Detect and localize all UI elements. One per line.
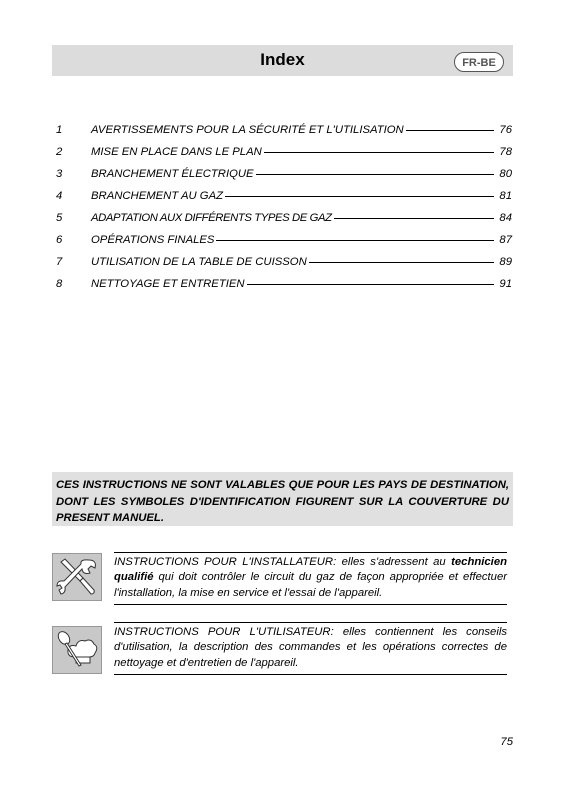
toc-number: 8 [56, 278, 63, 290]
toc-leader [216, 240, 494, 241]
user-text: INSTRUCTIONS POUR L'UTILISATEUR: elles contiennent les conseils d'utilisation, la description des commandes et les opérations correctes de nettoyage et d'entretien de l'appareil. [114, 622, 507, 675]
toc-leader [309, 262, 494, 263]
toc-title: NETTOYAGE ET ENTRETIEN [91, 278, 245, 290]
toc-leader [247, 284, 494, 285]
installer-text [114, 552, 507, 605]
installer-text-end: qui doit contrôler le circuit du gaz de façon appropriée et effectuer l'installation, la mise en service et l'essai de l'appareil. [114, 571, 507, 599]
toc-row [56, 234, 512, 256]
page-title: Index [260, 50, 305, 69]
toc-row [56, 278, 512, 300]
toc-leader [406, 130, 494, 131]
toc-leader [256, 174, 494, 175]
toc-title: MISE EN PLACE DANS LE PLAN [91, 146, 262, 158]
toc-number: 7 [56, 256, 63, 268]
toc-page: 91 [499, 278, 512, 290]
table-of-contents [56, 124, 512, 300]
validity-notice: CES INSTRUCTIONS NE SONT VALABLES QUE POUR LES PAYS DE DESTINATION, DONT LES SYMBOLES D'IDENTIFICATION FIGURENT SUR LA COUVERTURE DU PRESENT MANUEL. [52, 472, 513, 526]
qualified-technician: technicien qualifié [114, 556, 507, 584]
toc-title: BRANCHEMENT ÉLECTRIQUE [91, 168, 254, 180]
toc-title: UTILISATION DE LA TABLE DE CUISSON [91, 256, 307, 268]
toc-row [56, 168, 512, 190]
toc-page: 81 [499, 190, 512, 202]
toc-row [56, 212, 512, 234]
toc-number: 1 [56, 124, 63, 136]
toc-page: 87 [499, 234, 512, 246]
toc-number: 4 [56, 190, 63, 202]
toc-leader [334, 218, 494, 219]
toc-page: 84 [499, 212, 512, 224]
toc-number: 3 [56, 168, 63, 180]
language-badge: FR-BE [454, 52, 504, 72]
toc-title: AVERTISSEMENTS POUR LA SÉCURITÉ ET L'UTILISATION [91, 124, 404, 136]
toc-page: 78 [499, 146, 512, 158]
toc-leader [264, 152, 494, 153]
page-number: 75 [500, 736, 513, 748]
toc-number: 5 [56, 212, 63, 224]
installer-text-start: INSTRUCTIONS POUR L'INSTALLATEUR: elles s'adressent au [114, 556, 452, 568]
toc-page: 76 [499, 124, 512, 136]
toc-page: 89 [499, 256, 512, 268]
toc-page: 80 [499, 168, 512, 180]
toc-leader [225, 196, 494, 197]
tools-icon [52, 553, 102, 601]
toc-number: 2 [56, 146, 63, 158]
toc-row [56, 146, 512, 168]
toc-number: 6 [56, 234, 63, 246]
toc-row [56, 190, 512, 212]
toc-title: OPÉRATIONS FINALES [91, 234, 215, 246]
toc-row [56, 124, 512, 146]
toc-title: ADAPTATION AUX DIFFÉRENTS TYPES DE GAZ [91, 212, 332, 224]
header-band [52, 45, 513, 76]
chef-icon [52, 626, 102, 674]
toc-row [56, 256, 512, 278]
toc-title: BRANCHEMENT AU GAZ [91, 190, 224, 202]
